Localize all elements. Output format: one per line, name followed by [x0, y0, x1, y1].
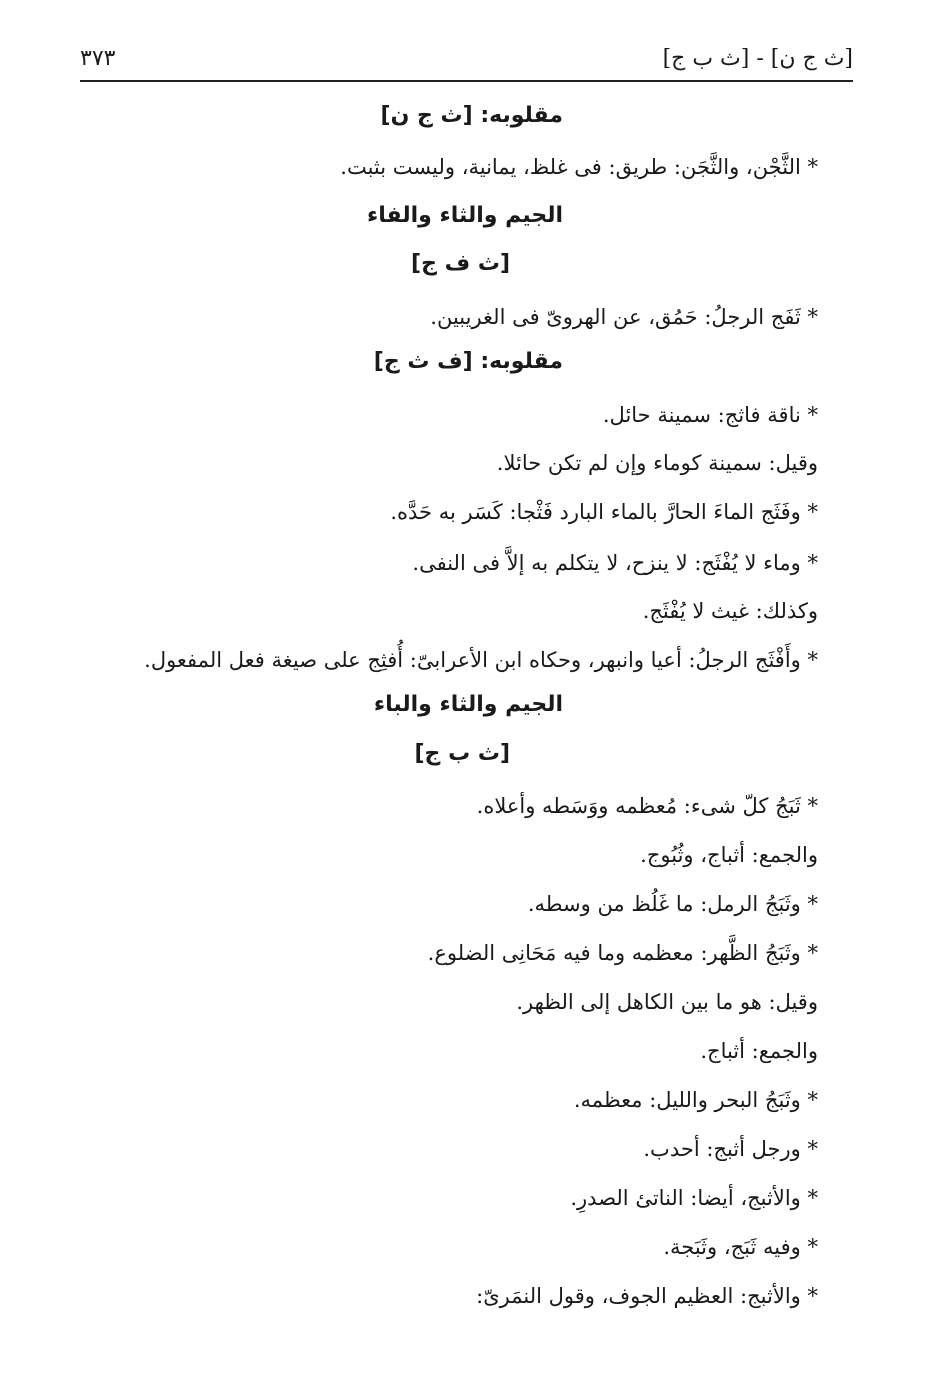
root-heading: [ث ب ج]	[414, 741, 510, 766]
entry-line: * الثَّجْن، والثَّجَن: طريق: فى غلظ، يمانية، وليست بثبت.	[340, 155, 818, 179]
entry-line: وكذلك: غيث لا يُفْثَج.	[642, 599, 818, 623]
entry-line: والجمع: أثباج.	[700, 1039, 818, 1063]
entry-line: * ثَبَجُ كلّ شىء: مُعظمه ووَسَطه وأعلاه.	[476, 794, 818, 818]
entry-line: * وثَبَجُ البحر والليل: معظمه.	[573, 1088, 818, 1112]
page-number: ٣٧٣	[80, 46, 116, 71]
entry-line: * وماء لا يُفْثَج: لا ينزح، لا يتكلم به إلاَّ فى النفى.	[412, 551, 818, 575]
entry-line: والجمع: أثباج، وثُبُوج.	[640, 843, 818, 867]
entry-line: * ناقة فاثج: سمينة حائل.	[602, 403, 818, 427]
entry-line: * وأَفْثَج الرجلُ: أعيا وانبهر، وحكاه ابن الأعرابىّ: أُفثِج على صيغة فعل المفعول.	[144, 648, 818, 672]
entry-line: * وثَبَجُ الظَّهر: معظمه وما فيه مَحَانِى الضلوع.	[427, 941, 818, 965]
section-heading: مقلوبه: [ث ج ن]	[380, 103, 563, 128]
chapter-heading: الجيم والثاء والفاء	[367, 203, 563, 228]
running-header	[80, 40, 853, 82]
chapter-heading: الجيم والثاء والباء	[373, 692, 563, 717]
entry-line: * ورجل أثبج: أحدب.	[643, 1137, 818, 1161]
running-title: [ث ج ن] - [ث ب ج]	[662, 46, 853, 71]
entry-line: * والأثبج، أيضا: الناتئ الصدرِ.	[570, 1186, 818, 1210]
entry-line: وقيل: سمينة كوماء وإن لم تكن حائلا.	[496, 451, 818, 475]
entry-line: * وفيه ثَبَج، وثَبَجة.	[663, 1235, 818, 1259]
root-heading: [ث ف ج]	[411, 251, 510, 276]
section-heading: مقلوبه: [ف ث ج]	[373, 349, 563, 374]
entry-line: * وثَبَجُ الرمل: ما غَلُظ من وسطه.	[527, 892, 818, 916]
entry-line: * ثَفَج الرجلُ: حَمُق، عن الهروىّ فى الغريبين.	[430, 305, 818, 329]
entry-line: وقيل: هو ما بين الكاهل إلى الظهر.	[516, 990, 818, 1014]
entry-line: * والأثبج: العظيم الجوف، وقول النمَرىّ:	[476, 1284, 818, 1308]
entry-line: * وفَثَج الماءَ الحارَّ بالماء البارد فَثْجا: كَسَر به حَدَّه.	[390, 500, 818, 524]
